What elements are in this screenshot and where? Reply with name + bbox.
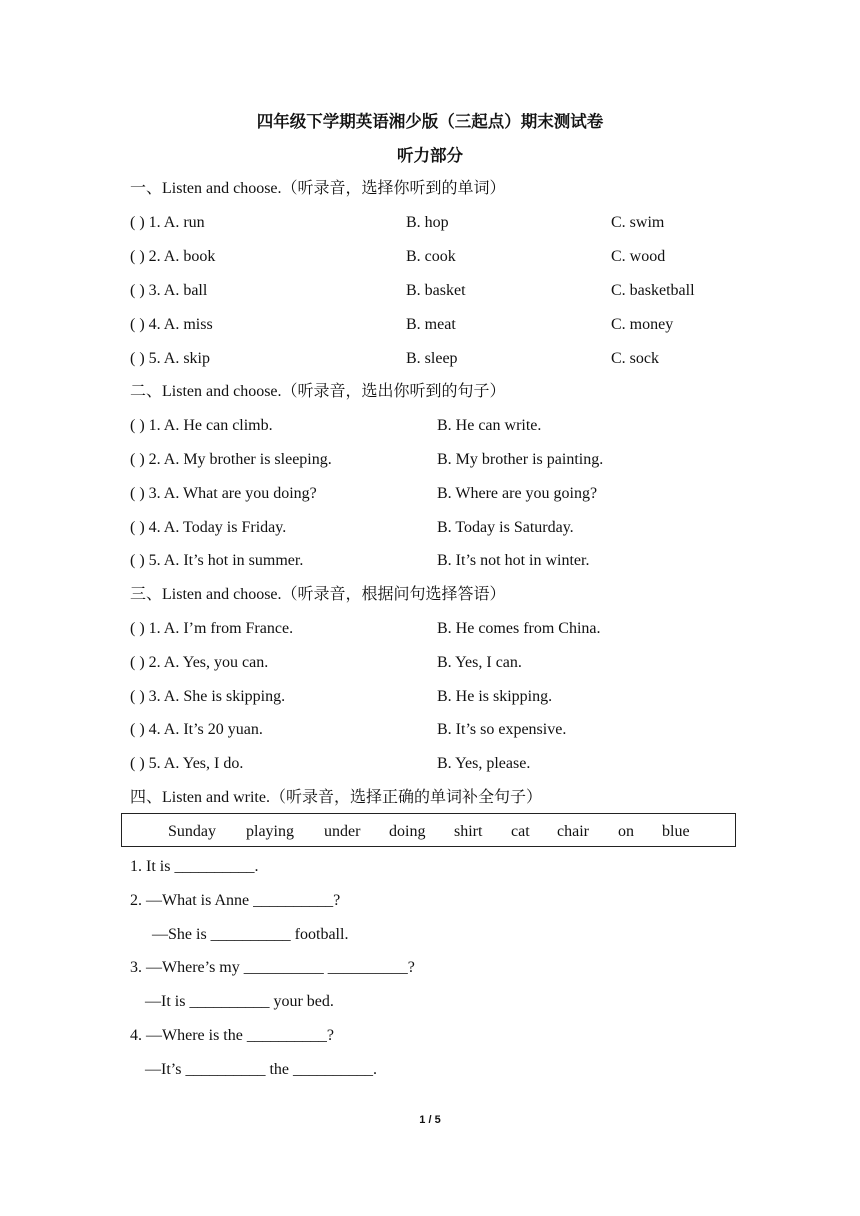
section3-heading: 三、Listen and choose.（听录音，根据问句选择答语） (130, 586, 506, 603)
s4-line-2-answer: —She is __________ football. (152, 926, 349, 943)
s4-line-1: 1. It is __________. (130, 858, 259, 875)
s2-q2-a: ( ) 2. A. My brother is sleeping. (130, 451, 332, 468)
page-number: 1 / 5 (419, 1114, 441, 1126)
s1-q3-a: ( ) 3. A. ball (130, 282, 208, 299)
word-bank-word: under (324, 823, 361, 840)
s4-line-3-answer: —It is __________ your bed. (145, 993, 334, 1010)
s2-q5-b: B. It’s not hot in winter. (437, 552, 590, 569)
s3-q5-a: ( ) 5. A. Yes, I do. (130, 755, 244, 772)
s3-q4-a: ( ) 4. A. It’s 20 yuan. (130, 721, 263, 738)
s2-q4-b: B. Today is Saturday. (437, 519, 574, 536)
s3-q4-b: B. It’s so expensive. (437, 721, 567, 738)
s2-q4-a: ( ) 4. A. Today is Friday. (130, 519, 287, 536)
word-bank-word: on (618, 823, 634, 840)
s2-q3-a: ( ) 3. A. What are you doing? (130, 485, 317, 502)
word-bank-word: Sunday (168, 823, 216, 840)
s2-q5-a: ( ) 5. A. It’s hot in summer. (130, 552, 304, 569)
s4-line-4: 4. —Where is the __________? (130, 1027, 334, 1044)
page-subtitle: 听力部分 (397, 146, 463, 165)
s4-line-4-answer: —It’s __________ the __________. (145, 1061, 377, 1078)
s3-q1-a: ( ) 1. A. I’m from France. (130, 620, 294, 637)
s1-q4-c: C. money (611, 316, 674, 333)
s1-q3-b: B. basket (406, 282, 466, 299)
s1-q2-c: C. wood (611, 248, 666, 265)
s4-line-2: 2. —What is Anne __________? (130, 892, 341, 909)
page-title: 四年级下学期英语湘少版（三起点）期末测试卷 (256, 112, 604, 131)
section1-heading: 一、Listen and choose.（听录音，选择你听到的单词） (130, 180, 506, 197)
s1-q2-a: ( ) 2. A. book (130, 248, 216, 265)
s2-q1-b: B. He can write. (437, 417, 542, 434)
s2-q1-a: ( ) 1. A. He can climb. (130, 417, 273, 434)
s4-line-3: 3. —Where’s my __________ __________? (130, 959, 415, 976)
s1-q1-c: C. swim (611, 214, 665, 231)
s2-q2-b: B. My brother is painting. (437, 451, 604, 468)
s1-q5-c: C. sock (611, 350, 659, 367)
section2-heading: 二、Listen and choose.（听录音，选出你听到的句子） (130, 383, 506, 400)
section4-heading: 四、Listen and write.（听录音，选择正确的单词补全句子） (130, 789, 542, 806)
word-bank-word: chair (557, 823, 589, 840)
word-bank-box (121, 813, 736, 847)
word-bank-word: shirt (454, 823, 483, 840)
s1-q4-a: ( ) 4. A. miss (130, 316, 213, 333)
word-bank-word: cat (511, 823, 530, 840)
s1-q5-a: ( ) 5. A. skip (130, 350, 210, 367)
word-bank-word: blue (662, 823, 690, 840)
s3-q1-b: B. He comes from China. (437, 620, 601, 637)
s1-q1-a: ( ) 1. A. run (130, 214, 205, 231)
s3-q2-a: ( ) 2. A. Yes, you can. (130, 654, 269, 671)
s1-q2-b: B. cook (406, 248, 456, 265)
s3-q2-b: B. Yes, I can. (437, 654, 522, 671)
s3-q3-a: ( ) 3. A. She is skipping. (130, 688, 286, 705)
s1-q3-c: C. basketball (611, 282, 695, 299)
s1-q4-b: B. meat (406, 316, 456, 333)
s1-q1-b: B. hop (406, 214, 449, 231)
s2-q3-b: B. Where are you going? (437, 485, 598, 502)
word-bank-word: playing (246, 823, 294, 840)
s3-q5-b: B. Yes, please. (437, 755, 531, 772)
s3-q3-b: B. He is skipping. (437, 688, 553, 705)
s1-q5-b: B. sleep (406, 350, 458, 367)
word-bank-word: doing (389, 823, 426, 840)
